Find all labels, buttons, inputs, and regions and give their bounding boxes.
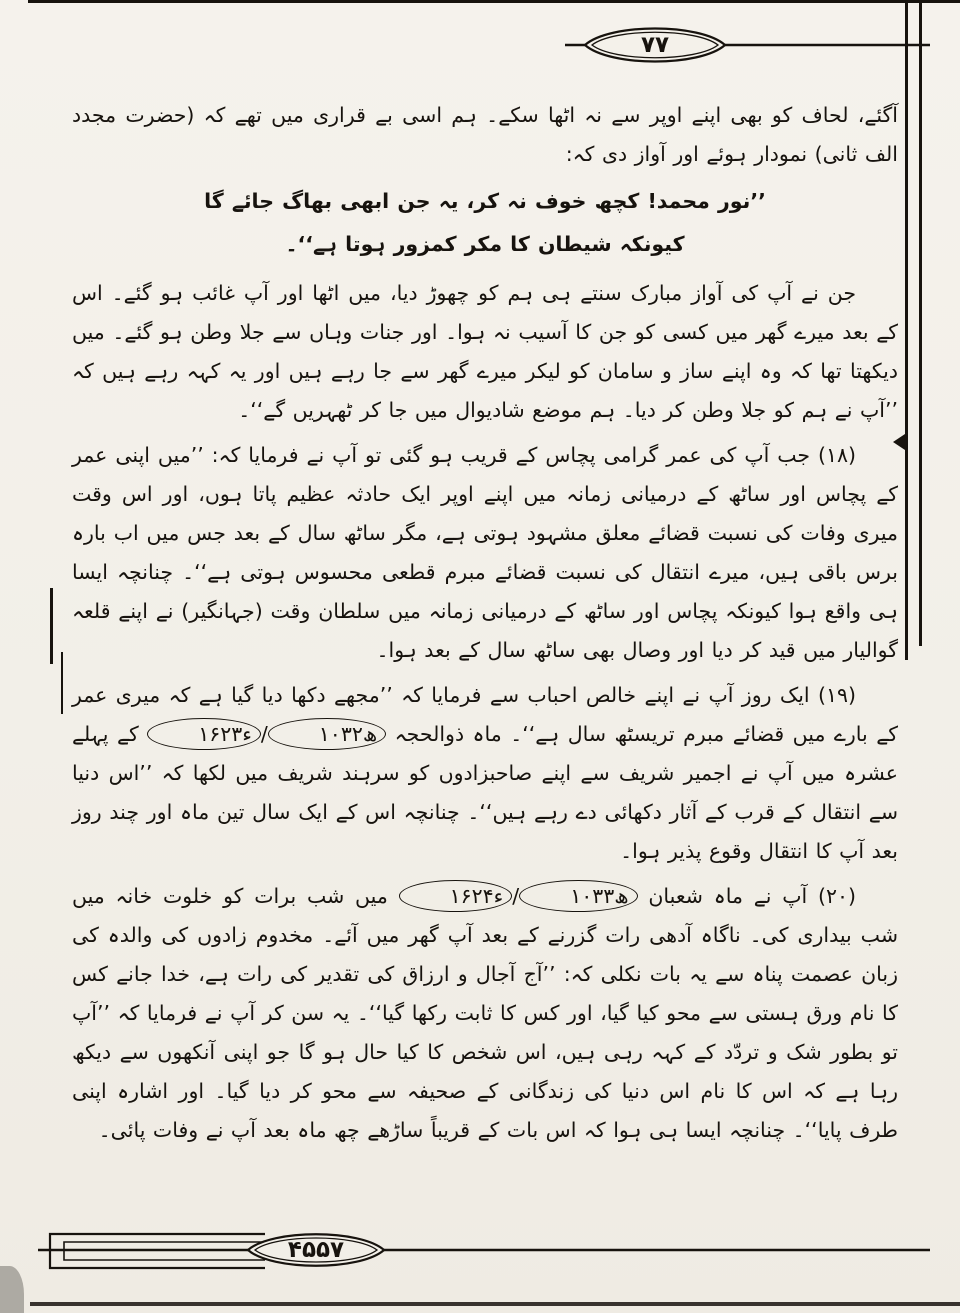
hijri-year-badge: ۱۰۳۲ھ (268, 718, 386, 750)
paragraph-20 (72, 877, 898, 1150)
paragraph-18: (۱۸) جب آپ کی عمر گرامی پچاس کے قریب ہو گئی تو آپ نے فرمایا کہ: ’’میں اپنی عمر کے پچاس اور ساٹھ کے درمیانی زمانہ میں اپنے اوپر ایک حادثہ عظیم پاتا ہوں، اور اس وقت میری وفات کی نسبت قضائے معلق مشہود ہوتی ہے، مگر ساٹھ سال کے بعد جس میں اب بارہ برس باقی ہیں، میرے انتقال کی نسبت قضائے مبرم قطعی محسوس ہوتی ہے‘‘۔ چنانچہ ایسا ہی واقع ہوا کیونکہ پچاس اور ساٹھ کے درمیانی زمانہ میں سلطان وقت (جہانگیر) نے اپنے قلعہ گوالیار میں قید کر دیا اور وصال بھی ساٹھ سال کے بعد ہوا۔ (72, 443, 898, 662)
date-separator: / (512, 884, 520, 908)
scan-corner-smudge (0, 1266, 24, 1313)
paragraph-20-text-end: میں شب برات کو خلوت خانہ میں شب بیداری کی۔ ناگاہ آدھی رات گزرنے کے بعد آپ گھر میں آئے۔ مخدوم زادوں کی والدہ کی زبان عصمت پناہ سے یہ بات نکلی کہ: ’’آج آجال و ارزاق کی تقدیر کی رات ہے، خدا جانے کس کا نام ورق ہستی سے محو کیا گیا، اور کس کا ثابت رکھا گیا‘‘۔ یہ سن کر آپ نے فرمایا کہ ’’آپ تو بطور شک و تردّد کے کہہ رہی ہیں، اس شخص کا کیا حال ہو گا جو اپنی آنکھوں سے دیکھ رہا ہے کہ اس کا نام اس دنیا کی زندگانی کے صحیفہ سے محو کر دیا گیا۔ اور اشارہ اپنی طرف پایا‘‘۔ چنانچہ ایسا ہی ہوا کہ اس بات کے قریباً ساڑھے چھ ماہ بعد آپ نے وفات پائی۔ (72, 884, 898, 1142)
date-separator: / (260, 722, 268, 746)
header-page-number-cartouche (565, 20, 930, 70)
paragraph-20-text-start: (۲۰) آپ نے ماہ شعبان (637, 884, 856, 908)
paragraph-19-text-end: کے پہلے عشرہ میں آپ نے اجمیر شریف سے اپنے صاحبزادوں کو سرہند شریف میں لکھا کہ ’’اس دنیا سے انتقال کے قرب کے آثار دکھائی دے رہے ہیں‘‘۔ چنانچہ اس کے ایک سال تین ماہ اور چند روز بعد آپ کا انتقال وقوع پذیر ہوا۔ (72, 722, 898, 863)
ce-year-badge: ۱۶۲۳ء (147, 718, 261, 750)
frame-border-right-outer (905, 0, 908, 660)
frame-border-left-segment-1 (50, 588, 53, 664)
scan-edge-shadow (30, 1302, 960, 1306)
footer-page-number: ۴۵۵۷ (287, 1237, 345, 1263)
body-text-block (72, 96, 898, 1150)
paragraph-19-text-start: (۱۹) ایک روز آپ نے اپنے خالص احباب سے فرمایا کہ ’’مجھے دکھا دیا گیا ہے کہ میری عمر کے بارے میں قضائے مبرم تریسٹھ سال ہے‘‘۔ ماہ ذوالحجہ (72, 683, 898, 746)
paragraph-jinn-story: جن نے آپ کی آواز مبارک سنتے ہی ہم کو چھوڑ دیا، میں اٹھا اور آپ غائب ہو گئے۔ اس کے بعد میرے گھر میں کسی کو جن کا آسیب نہ ہوا۔ اور جنات وہاں سے جلا وطن ہو گئے۔ میں دیکھتا تھا کہ وہ اپنے ساز و سامان کو لیکر میرے گھر سے جا رہے ہیں اور یہ کہہ رہے ہیں کہ ’’آپ نے ہم کو جلا وطن کر دیا۔ ہم موضع شادیوال میں جا کر ٹھہریں گے‘‘۔ (72, 281, 898, 422)
cartouche-ornament-icon (30, 1224, 930, 1276)
frame-border-right-inner (919, 0, 922, 646)
hijri-year-badge: ۱۰۳۳ھ (519, 880, 637, 912)
centered-quote: ’’نور محمد! کچھ خوف نہ کر، یہ جن ابھی بھاگ جائے گا کیونکہ شیطان کا مکر کمزور ہوتا ہے‘‘۔ (204, 189, 766, 256)
paragraph-19 (72, 676, 898, 871)
ce-year-badge: ۱۶۲۴ء (399, 880, 513, 912)
header-page-number: ۷۷ (640, 32, 670, 58)
footer-page-number-cartouche (30, 1224, 930, 1276)
paragraph-continuation: آگئے، لحاف کو بھی اپنے اوپر سے نہ اٹھا سکے۔ ہم اسی بے قراری میں تھے کہ (حضرت مجدد الف ثانی) نمودار ہوئے اور آواز دی کہ: (72, 103, 898, 166)
frame-border-left-segment-2 (61, 652, 63, 714)
frame-border-top (28, 0, 960, 3)
